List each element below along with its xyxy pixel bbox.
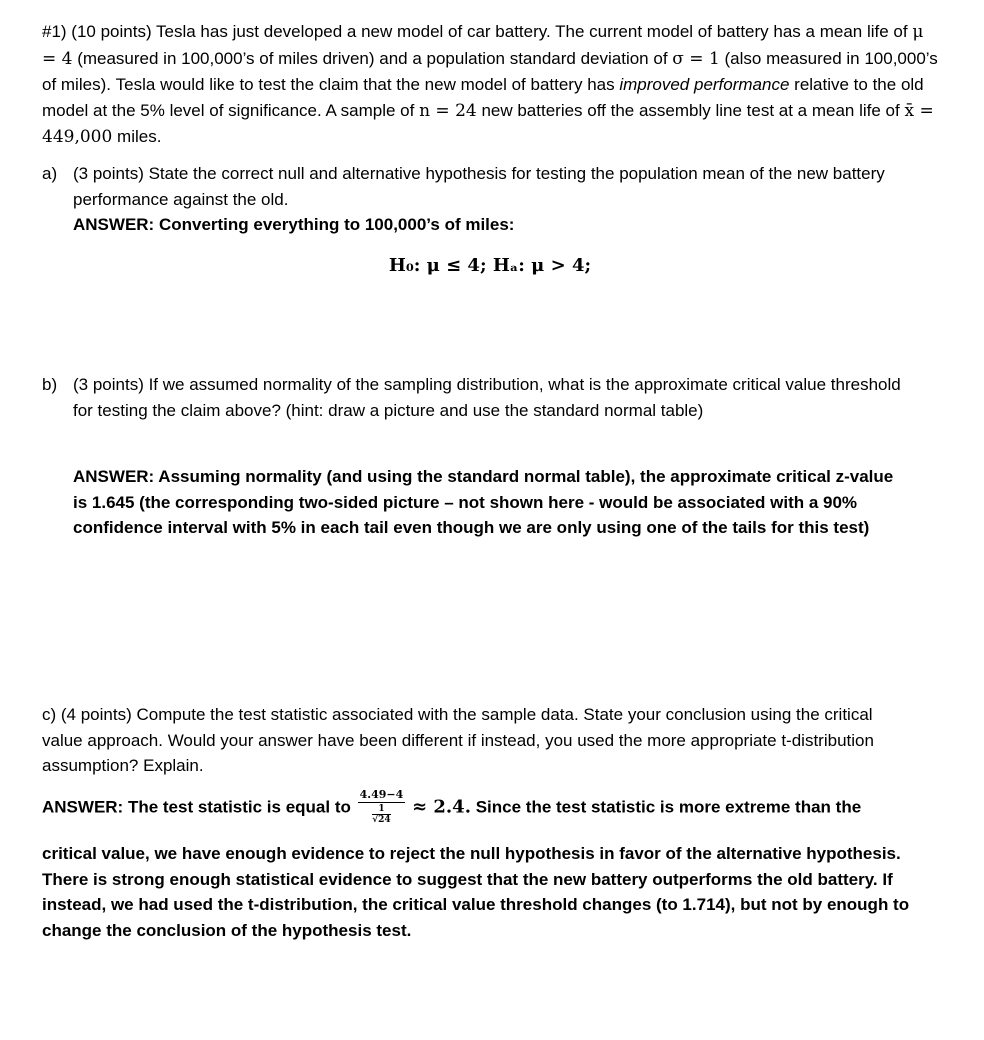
part-a-question: (3 points) State the correct null and alternative hypothesis for testing the population mean of the new battery performance against the old.: [73, 164, 885, 209]
part-b: [42, 372, 922, 423]
fraction-sub-denominator: √24: [372, 815, 391, 825]
hypotheses: [0, 253, 984, 279]
problem-text-4: new batteries off the assembly line test at a mean life of: [481, 100, 900, 120]
part-c-answer-lead: ANSWER: The test statistic is equal to: [42, 797, 351, 817]
italic-phrase: improved performance: [619, 75, 790, 94]
test-statistic-fraction: [358, 789, 406, 825]
problem-statement: [42, 19, 942, 151]
xbar-value: x̄ = 449,000: [42, 100, 934, 147]
problem-header: #1) (10 points) Tesla has just developed a new model of car battery. The current model of battery has a mean life of: [42, 22, 908, 41]
part-a-answer: ANSWER: Converting everything to 100,000’s of miles:: [73, 215, 515, 234]
part-b-answer: ANSWER: Assuming normality (and using the standard normal table), the approximate critical z-value is 1.645 (the corresponding two-sided picture – not shown here - would be associated with a 90% confidence interval with 5% in each tail even though we are only using one of the tails for this test): [73, 467, 894, 537]
part-a: [42, 161, 922, 238]
sigma-value: σ = 1: [672, 48, 720, 69]
part-b-label: b): [42, 375, 58, 394]
n-value: n = 24: [419, 100, 477, 121]
fraction-numerator: 4.49−4: [359, 788, 404, 801]
part-c-answer-tail: Since the test statistic is more extreme than the: [475, 797, 862, 817]
part-c-answer-line: [42, 790, 942, 840]
part-c-answer-rest: critical value, we have enough evidence to reject the null hypothesis in favor of the alternative hypothesis. There is strong enough statistical evidence to suggest that the new battery outperforms the old battery. If instead, we had used the t-distribution, the critical value threshold changes (to 1.714), but not by enough to change the conclusion of the hypothesis test.: [42, 844, 910, 940]
mu-value: μ = 4: [42, 22, 924, 69]
fraction-sub-numerator: 1: [372, 804, 390, 815]
problem-text-5: miles.: [117, 127, 162, 146]
part-a-label: a): [42, 164, 58, 183]
hypotheses-text: H₀: μ ≤ 4; Hₐ: μ > 4;: [388, 255, 592, 276]
problem-text-2: (also measured in 100,000’s of miles). Tesla would like to test the claim that the new model of battery has: [42, 48, 938, 94]
part-c-question: c) (4 points) Compute the test statistic associated with the sample data. State your conclusion using the critical value approach. Would your answer have been different if instead, you used the more appropriate t-distribution assumption? Explain.: [42, 705, 874, 775]
approx-value: ≈ 2.4.: [412, 796, 471, 818]
problem-text-1: (measured in 100,000’s of miles driven) and a population standard deviation of: [77, 48, 668, 68]
part-b-question: (3 points) If we assumed normality of the sampling distribution, what is the approximate critical value threshold for testing the claim above? (hint: draw a picture and use the standard normal table): [73, 375, 901, 420]
problem-text-3: relative to the old model at the 5% level of significance. A sample of: [42, 75, 924, 120]
